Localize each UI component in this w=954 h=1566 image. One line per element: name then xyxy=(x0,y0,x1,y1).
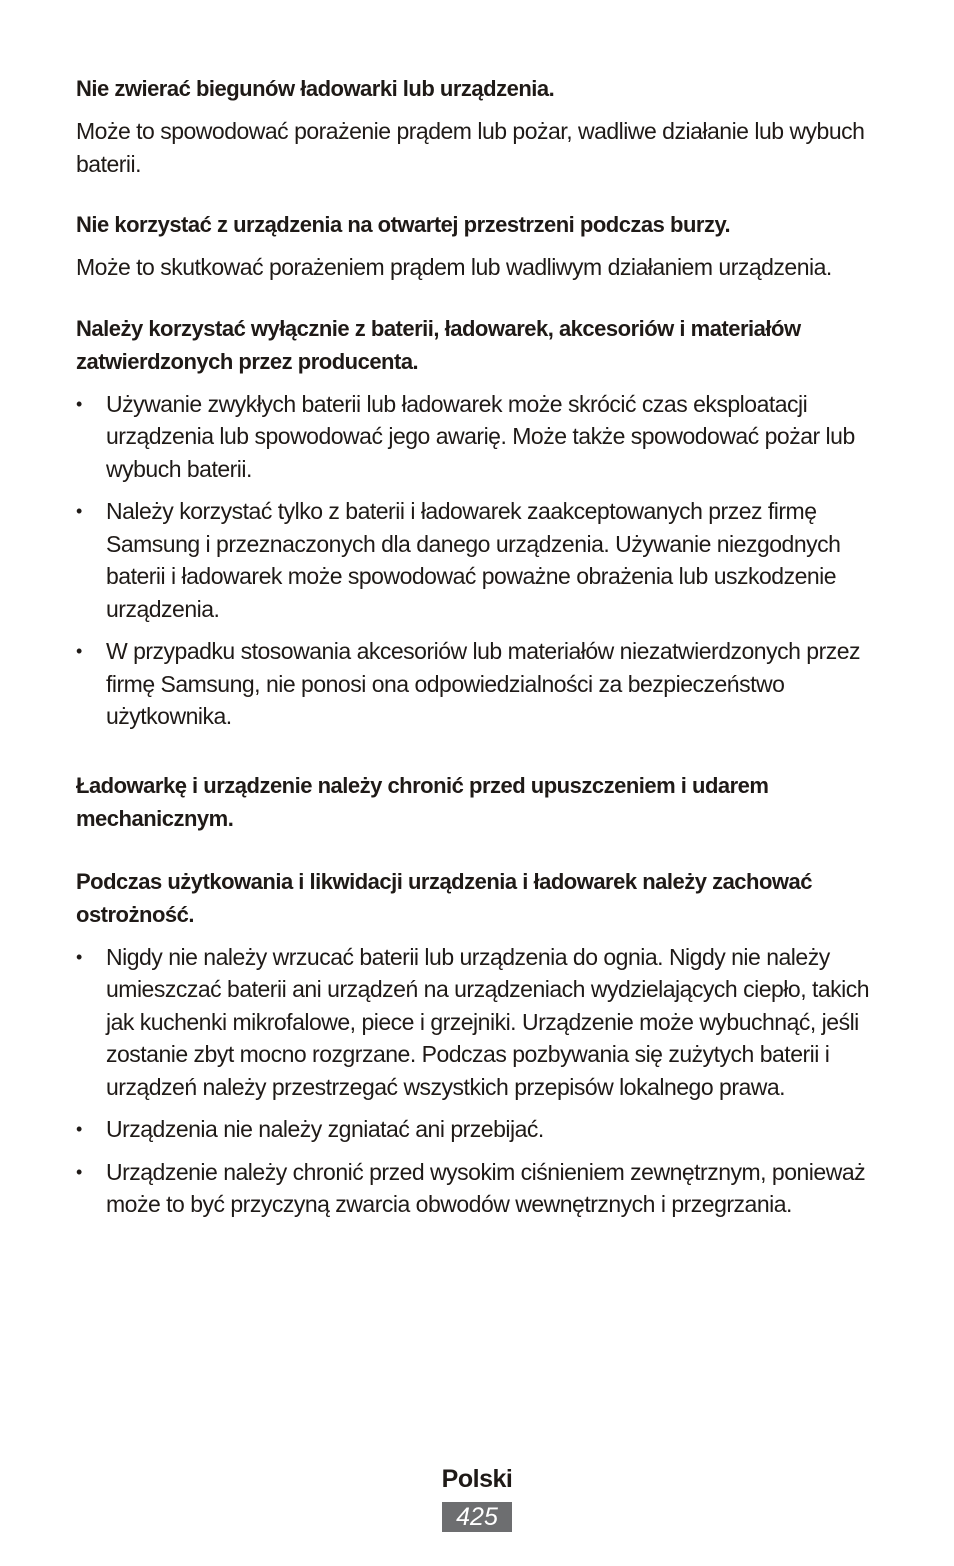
list-item-text: Nigdy nie należy wrzucać baterii lub urządzenia do ognia. Nigdy nie należy umieszczać baterii ani urządzeń na urządzeniach wydzielających ciepło, takich jak kuchenki mikrofalowe, piece i grzejniki. Urządzenie może wybuchnąć, jeśli zostanie zbyt mocno rozgrzane. Podczas pozbywania się zużytych baterii i urządzeń należy przestrzegać wszystkich przepisów lokalnego prawa. xyxy=(106,943,870,1100)
section-title: Nie zwierać biegunów ładowarki lub urządzenia. xyxy=(76,76,555,101)
section-title: Należy korzystać wyłącznie z baterii, ładowarek, akcesoriów i materiałów zatwierdzonych przez producenta. xyxy=(76,315,801,374)
section-title: Nie korzystać z urządzenia na otwartej przestrzeni podczas burzy. xyxy=(76,212,731,237)
list-item xyxy=(76,635,882,733)
section-title: Podczas użytkowania i likwidacji urządzenia i ładowarek należy zachować ostrożność. xyxy=(76,868,812,927)
bullet-list xyxy=(76,941,882,1221)
bullet-list xyxy=(76,388,882,733)
bullet-icon: • xyxy=(76,946,82,967)
list-item xyxy=(76,1113,882,1146)
page-number: 425 xyxy=(442,1502,512,1532)
list-item-text: Używanie zwykłych baterii lub ładowarek może skrócić czas eksploatacji urządzenia lub spowodować jego awarię. Może także spowodować pożar lub wybuch baterii. xyxy=(106,390,855,482)
page-footer xyxy=(0,1462,954,1532)
bullet-icon: • xyxy=(76,501,82,521)
list-item xyxy=(76,388,882,486)
list-item-text: Należy korzystać tylko z baterii i ładowarek zaakceptowanych przez firmę Samsung i przeznaczonych dla danego urządzenia. Używanie niezgodnych baterii i ładowarek może spowodować poważne obrażenia lub uszkodzenie urządzenia. xyxy=(106,498,841,622)
list-item-text: Urządzenie należy chronić przed wysokim ciśnieniem zewnętrznym, ponieważ może to być przyczyną zwarcia obwodów wewnętrznych i przegrzania. xyxy=(106,1158,866,1217)
list-item xyxy=(76,941,882,1104)
section-title: Ładowarkę i urządzenie należy chronić przed upuszczeniem i udarem mechanicznym. xyxy=(76,772,769,831)
section-paragraph: Może to skutkować porażeniem prądem lub wadliwym działaniem urządzenia. xyxy=(76,254,832,280)
bullet-icon: • xyxy=(76,393,82,414)
section-paragraph: Może to spowodować porażenie prądem lub pożar, wadliwe działanie lub wybuch baterii. xyxy=(76,118,865,177)
document-body xyxy=(76,72,882,1231)
bullet-icon: • xyxy=(76,1161,82,1182)
bullet-icon: • xyxy=(76,641,82,661)
list-item-text: Urządzenia nie należy zgniatać ani przebijać. xyxy=(106,1116,544,1142)
list-item xyxy=(76,1156,882,1221)
list-item xyxy=(76,495,882,625)
list-item-text: W przypadku stosowania akcesoriów lub materiałów niezatwierdzonych przez firmę Samsung, nie ponosi ona odpowiedzialności za bezpieczeństwo użytkownika. xyxy=(106,638,861,729)
bullet-icon: • xyxy=(76,1119,82,1139)
footer-language: Polski xyxy=(441,1465,513,1493)
